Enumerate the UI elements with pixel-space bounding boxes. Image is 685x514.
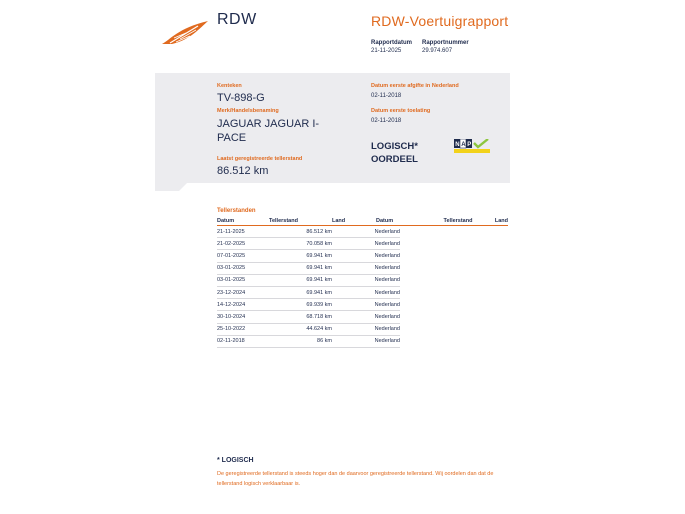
report-title: RDW-Voertuigrapport	[371, 13, 509, 29]
footnote-title: * LOGISCH	[217, 457, 254, 464]
first-admission-date: 02-11-2018	[371, 118, 402, 124]
rdw-logo-icon	[160, 18, 210, 48]
table-row	[217, 250, 400, 262]
row-date: 25-10-2022	[217, 323, 269, 335]
col-country-header: Land	[486, 217, 508, 226]
table-row	[217, 323, 400, 335]
row-km: 68.718 km	[269, 311, 332, 323]
row-country: Nederland	[332, 238, 400, 250]
table-row	[217, 274, 400, 286]
row-country: Nederland	[332, 335, 400, 347]
col-km-header: Tellerstand	[269, 217, 332, 226]
svg-text:N: N	[455, 142, 460, 148]
row-km: 44.624 km	[269, 323, 332, 335]
first-nl-label: Datum eerste afgifte in Nederland	[371, 83, 459, 89]
row-country: Nederland	[332, 250, 400, 262]
row-km: 69.939 km	[269, 299, 332, 311]
verdict-line-2: OORDEEL	[371, 154, 418, 165]
make-line-1: JAGUAR JAGUAR I-	[217, 118, 320, 130]
row-km: 69.941 km	[269, 250, 332, 262]
table-header-row	[217, 217, 400, 226]
license-plate: TV-898-G	[217, 92, 265, 104]
report-date: 21-11-2025	[371, 48, 402, 54]
row-country: Nederland	[332, 311, 400, 323]
row-km: 86.512 km	[269, 226, 332, 238]
table-header-row	[376, 217, 508, 226]
report-number-label: Rapportnummer	[422, 40, 469, 46]
row-date: 02-11-2018	[217, 335, 269, 347]
row-country: Nederland	[332, 299, 400, 311]
panel-bottom-edge	[155, 183, 510, 192]
last-km-label: Laatst geregistreerde tellerstand	[217, 156, 303, 162]
row-country: Nederland	[332, 226, 400, 238]
table-row	[217, 262, 400, 274]
table-row	[217, 311, 400, 323]
row-country: Nederland	[332, 286, 400, 298]
col-country-header: Land	[332, 217, 400, 226]
row-km: 70.058 km	[269, 238, 332, 250]
report-date-label: Rapportdatum	[371, 40, 412, 46]
table-row	[217, 335, 400, 347]
row-date: 21-11-2025	[217, 226, 269, 238]
col-date-header: Datum	[376, 217, 430, 226]
last-km-value: 86.512 km	[217, 165, 269, 177]
svg-text:P: P	[467, 142, 472, 148]
odometer-table-continued	[376, 217, 508, 226]
first-admission-label: Datum eerste toelating	[371, 108, 431, 114]
row-country: Nederland	[332, 274, 400, 286]
row-date: 03-01-2025	[217, 274, 269, 286]
svg-text:A: A	[461, 142, 466, 148]
row-date: 14-12-2024	[217, 299, 269, 311]
first-nl-date: 02-11-2018	[371, 93, 402, 99]
report-number: 29.974.607	[422, 48, 453, 54]
footnote-text: De geregistreerde tellerstand is steeds hoger dan de daarvoor geregistreerde tellerstand. Wij oordelen dan dat de tellerstand logisch verklaarbaar is.	[217, 471, 494, 487]
row-km: 69.941 km	[269, 262, 332, 274]
row-country: Nederland	[332, 323, 400, 335]
row-date: 03-01-2025	[217, 262, 269, 274]
table-row	[217, 238, 400, 250]
row-date: 23-12-2024	[217, 286, 269, 298]
row-date: 30-10-2024	[217, 311, 269, 323]
table-row	[217, 299, 400, 311]
nap-check-badge-icon	[454, 139, 490, 153]
row-km: 86 km	[269, 335, 332, 347]
vehicle-summary-panel	[155, 73, 510, 183]
odometer-table	[217, 217, 400, 348]
make-label: Merk/Handelsbenaming	[217, 108, 279, 114]
make-line-2: PACE	[217, 132, 247, 144]
row-km: 69.941 km	[269, 286, 332, 298]
verdict-line-1: LOGISCH*	[371, 141, 418, 152]
logo-wordmark: RDW	[217, 11, 257, 28]
row-km: 69.941 km	[269, 274, 332, 286]
odometer-section-title: Tellerstanden	[217, 208, 256, 214]
table-row	[217, 286, 400, 298]
row-country: Nederland	[332, 262, 400, 274]
row-date: 21-02-2025	[217, 238, 269, 250]
col-date-header: Datum	[217, 217, 269, 226]
plate-label: Kenteken	[217, 83, 242, 89]
row-date: 07-01-2025	[217, 250, 269, 262]
table-row	[217, 226, 400, 238]
col-km-header: Tellerstand	[430, 217, 486, 226]
